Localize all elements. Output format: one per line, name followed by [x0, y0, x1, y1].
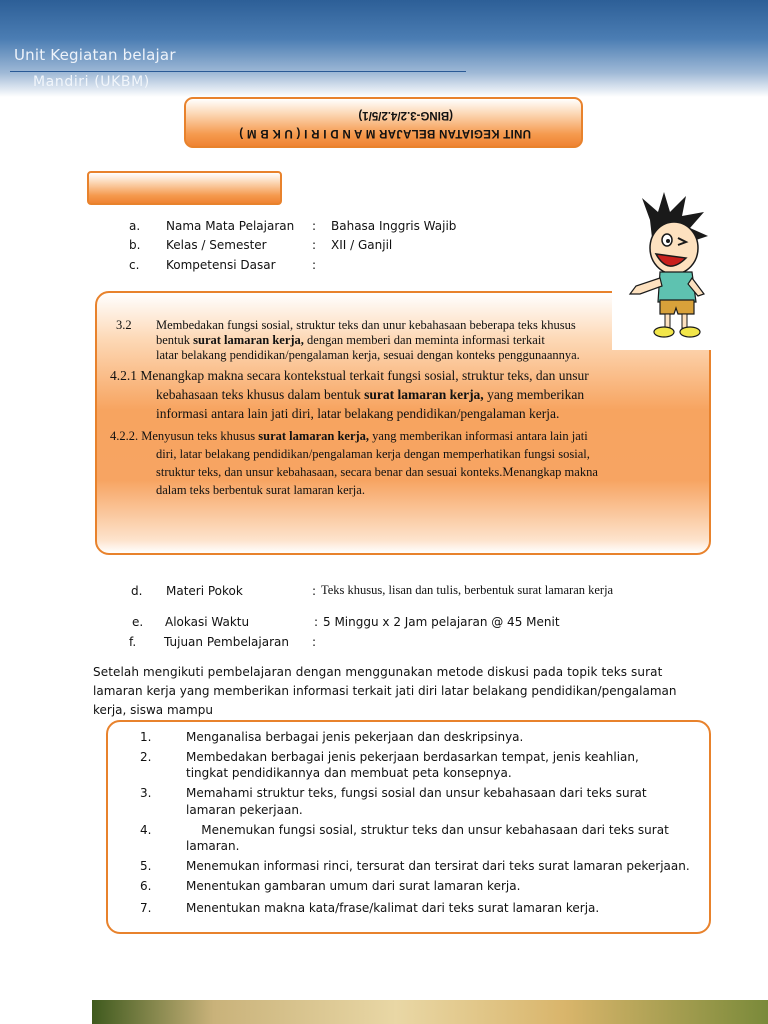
kd-32-line1: Membedakan fungsi sosial, struktur teks dan unur kebahasaan beberapa teks khusus [156, 318, 576, 332]
kd-422-line1: 4.2.2. Menyusun teks khusus surat lamaran kerja, yang memberikan informasi antara lain jati [110, 429, 588, 443]
kd-422-line2: diri, latar belakang pendidikan/pengalaman kerja dengan memperhatikan fungsi sosial, [156, 447, 590, 461]
objective-text: Menentukan makna kata/frase/kalimat dari teks surat lamaran kerja. [186, 901, 600, 915]
identity-letter: f. [129, 635, 137, 649]
intro-line1: Setelah mengikuti pembelajaran dengan menggunakan metode diskusi pada topik teks surat [93, 665, 663, 679]
section-label-bar [87, 171, 282, 205]
identity-letter: a. [129, 219, 141, 233]
identity-letter: c. [129, 258, 140, 272]
identity-label: Kompetensi Dasar [166, 258, 276, 272]
objective-number: 2. [140, 750, 152, 764]
kd-32-number: 3.2 [116, 318, 132, 332]
intro-line3: kerja, siswa mampu [93, 703, 213, 717]
kd-32-line2: bentuk surat lamaran kerja, dengan memberi dan meminta informasi terkait [156, 333, 545, 347]
objective-text-cont: lamaran pekerjaan. [186, 803, 303, 817]
identity-label: Materi Pokok [166, 584, 243, 598]
identity-colon: : [312, 635, 317, 649]
kd-421-line1: 4.2.1 Menangkap makna secara kontekstual terkait fungsi sosial, struktur teks, dan unsur [110, 368, 589, 383]
objective-number: 6. [140, 879, 152, 893]
objective-text: Membedakan berbagai jenis pekerjaan berdasarkan tempat, jenis keahlian, [186, 750, 639, 764]
identity-colon: : [314, 615, 319, 629]
ukbm-title-box [184, 97, 583, 148]
identity-colon: : [312, 219, 317, 233]
intro-line2: lamaran kerja yang memberikan informasi terkait jati diri latar belakang pendidikan/pengalaman [93, 684, 677, 698]
objectives-box [106, 720, 711, 934]
identity-colon: : [312, 238, 317, 252]
identity-label: Kelas / Semester [166, 238, 267, 252]
header-title-line2: Mandiri (UKBM) [33, 74, 150, 90]
kd-421-line3: informasi antara lain jati diri, latar belakang pendidikan/pengalaman kerja. [156, 406, 560, 421]
kd-422-line4: dalam teks berbentuk surat lamaran kerja. [156, 483, 365, 497]
objective-text-cont: lamaran. [186, 839, 240, 853]
objective-number: 1. [140, 730, 152, 744]
identity-label: Alokasi Waktu [165, 615, 250, 629]
objective-number: 3. [140, 786, 152, 800]
objective-text: Menemukan fungsi sosial, struktur teks dan unsur kebahasaan dari teks surat [186, 823, 669, 837]
identity-value: Teks khusus, lisan dan tulis, berbentuk surat lamaran kerja [321, 583, 614, 597]
objective-number: 7. [140, 901, 152, 915]
objective-number: 4. [140, 823, 152, 837]
objective-number: 5. [140, 859, 152, 873]
ukbm-title-code: (BING-3.2/4.2/5/1) [358, 109, 453, 121]
objective-text: Menganalisa berbagai jenis pekerjaan dan deskripsinya. [186, 730, 524, 744]
footer-photo-strip [92, 1000, 768, 1024]
identity-letter: e. [132, 615, 144, 629]
objective-text-cont: tingkat pendidikannya dan membuat peta konsepnya. [186, 766, 512, 780]
identity-label: Tujuan Pembelajaran [164, 635, 289, 649]
identity-letter: d. [131, 584, 143, 598]
identity-label: Nama Mata Pelajaran [166, 219, 295, 233]
kd-421-line2: kebahasaan teks khusus dalam bentuk surat lamaran kerja, yang memberikan [156, 387, 585, 402]
header-band [0, 0, 768, 97]
objective-text: Menentukan gambaran umum dari surat lamaran kerja. [186, 879, 521, 893]
identity-row-d [0, 583, 768, 601]
kd-32-line3: latar belakang pendidikan/pengalaman kerja, sesuai dengan konteks penggunaannya. [156, 348, 580, 362]
identity-row-e [0, 615, 768, 631]
cartoon-character-icon [612, 190, 712, 350]
identity-colon: : [312, 584, 317, 598]
identity-value: 5 Minggu x 2 Jam pelajaran @ 45 Menit [323, 615, 560, 629]
kd-422-line3: struktur teks, dan unsur kebahasaan, secara benar dan sesuai konteks.Menangkap makna [156, 465, 598, 479]
identity-letter: b. [129, 238, 141, 252]
header-rule [10, 71, 466, 72]
objective-text: Memahami struktur teks, fungsi sosial dan unsur kebahasaan dari teks surat [186, 786, 647, 800]
ukbm-title-line1: UNIT KEGIATAN BELAJAR M A N D I R I ( U K B M ) [238, 127, 531, 139]
identity-value: XII / Ganjil [331, 238, 393, 252]
identity-colon: : [312, 258, 317, 272]
header-title-line1: Unit Kegiatan belajar [14, 46, 176, 64]
identity-value: Bahasa Inggris Wajib [331, 219, 457, 233]
identity-row-f [0, 635, 768, 651]
objective-text: Menemukan informasi rinci, tersurat dan tersirat dari teks surat lamaran pekerjaan. [186, 859, 690, 873]
